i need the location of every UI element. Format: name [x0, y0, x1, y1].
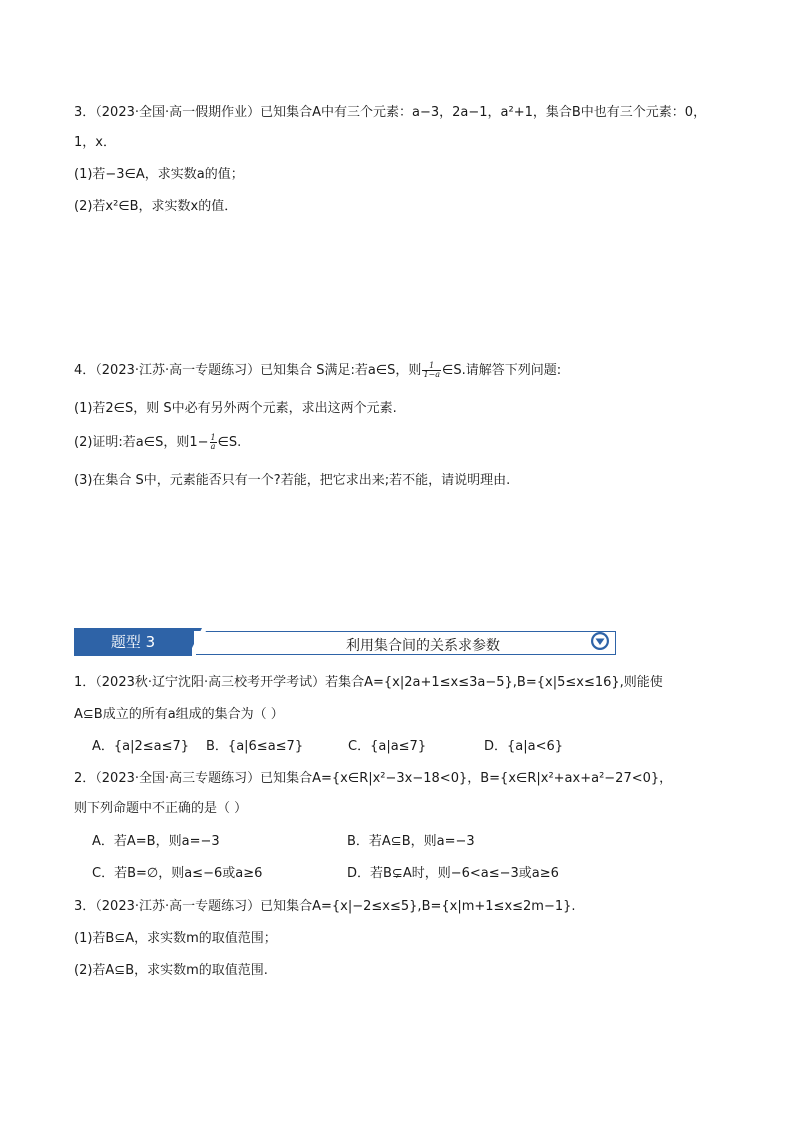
s2-option-d: D．若B⊊A时，则−6<a≤−3或a≥6: [347, 866, 559, 881]
section-tag: 题型 3: [74, 628, 192, 656]
q4-line1: [74, 362, 561, 380]
s1-option-d: D．{a|a<6}: [484, 739, 564, 754]
q4-line1-frac-num: 1: [422, 362, 441, 371]
q4-part2-text-a: (2)证明:若a∈S，则1−: [74, 435, 209, 450]
q4-part3: (3)在集合 S中，元素能否只有一个?若能，把它求出来;若不能，请说明理由.: [74, 473, 511, 488]
q4-part2-frac-num: 1: [210, 433, 216, 442]
q3-part1: (1)若−3∈A，求实数a的值；: [74, 167, 244, 182]
s2-option-c: C．若B=∅，则a≤−6或a≥6: [92, 866, 263, 881]
section-title: 利用集合间的关系求参数: [346, 638, 500, 654]
q4-part2-frac-den: a: [210, 442, 216, 451]
q3-line1: 3．（2023·全国·高一假期作业）已知集合A中有三个元素：a−3，2a−1，a²+1，集合B中也有三个元素：0，: [74, 105, 707, 120]
q4-line1-fraction: [422, 362, 441, 379]
s1-option-a: A．{a|2≤a≤7}: [92, 739, 190, 754]
q4-part2: [74, 434, 241, 452]
section-title-box: [196, 631, 616, 655]
q4-line1-text-a: 4．（2023·江苏·高一专题练习）已知集合 S满足:若a∈S，则: [74, 363, 422, 378]
s1-option-c: C．{a|a≤7}: [348, 739, 427, 754]
s3-part1: (1)若B⊆A，求实数m的取值范围；: [74, 931, 277, 946]
q4-line1-frac-den: 1−a: [423, 370, 440, 379]
q4-part1: (1)若2∈S，则 S中必有另外两个元素，求出这两个元素.: [74, 401, 397, 416]
s1-line2: A⊆B成立的所有a组成的集合为（ ）: [74, 707, 284, 722]
banner-wedge-gap: [194, 631, 206, 656]
s1-line1: 1．（2023秋·辽宁沈阳·高三校考开学考试）若集合A={x|2a+1≤x≤3a−5},B={x|5≤x≤16},则能使: [74, 675, 663, 690]
s2-option-b: B．若A⊆B，则a=−3: [347, 834, 475, 849]
s2-option-a: A．若A=B，则a=−3: [92, 834, 220, 849]
q3-line2: 1，x．: [74, 135, 116, 150]
s2-line1: 2．（2023·全国·高三专题练习）已知集合A={x∈R|x²−3x−18<0}，B={x∈R|x²+ax+a²−27<0}，: [74, 771, 673, 786]
q3-part2: (2)若x²∈B，求实数x的值．: [74, 199, 238, 214]
q4-part2-text-b: ∈S.: [217, 435, 242, 450]
chevron-down-icon: [590, 631, 610, 651]
s3-line1: 3．（2023·江苏·高一专题练习）已知集合A={x|−2≤x≤5},B={x|m+1≤x≤2m−1}.: [74, 899, 576, 914]
s3-part2: (2)若A⊆B，求实数m的取值范围.: [74, 963, 268, 978]
section-banner: [74, 628, 615, 656]
s1-option-b: B．{a|6≤a≤7}: [206, 739, 304, 754]
s2-line2: 则下列命题中不正确的是（ ）: [74, 801, 248, 816]
q4-line1-text-b: ∈S.请解答下列问题:: [442, 363, 562, 378]
q4-part2-fraction: [210, 434, 217, 451]
